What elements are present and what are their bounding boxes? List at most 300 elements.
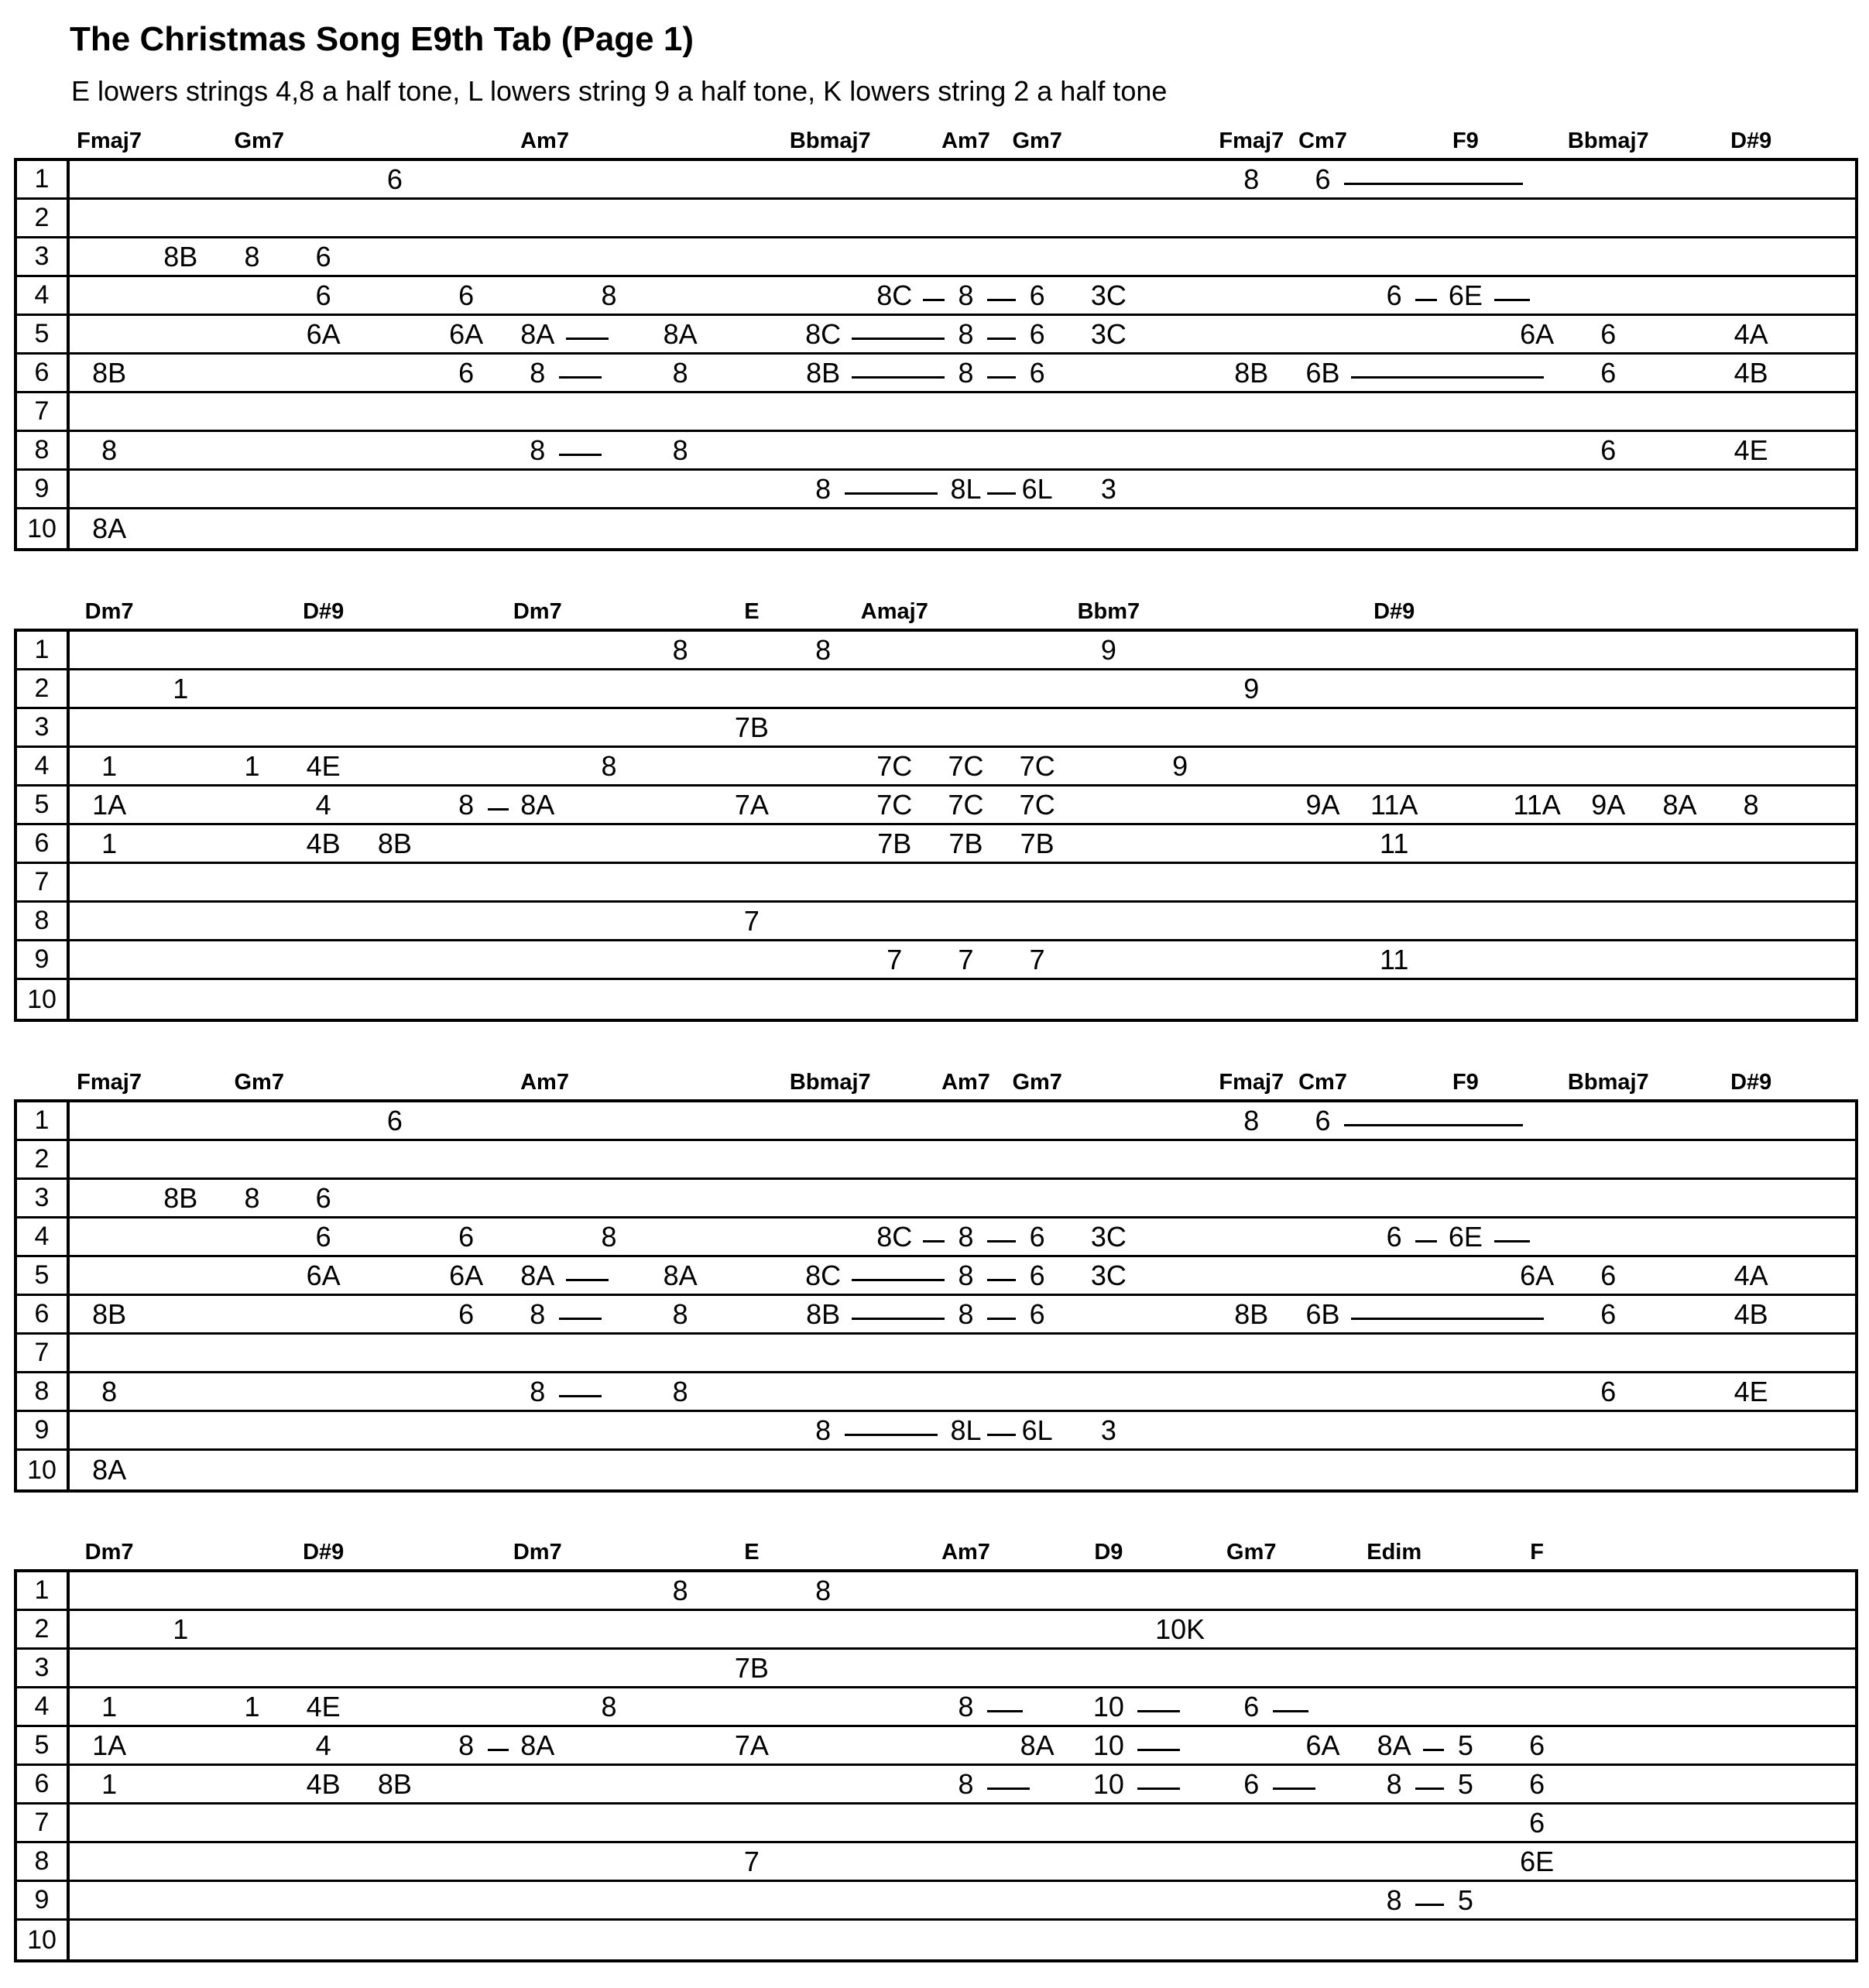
- chord-label: Dm7: [513, 599, 562, 624]
- fret-note: 11A: [1370, 788, 1418, 821]
- fret-note: 8B: [806, 1297, 841, 1330]
- sustain-line: [987, 376, 1016, 379]
- fret-note: 6: [1529, 1806, 1545, 1839]
- string-number: 5: [17, 1257, 70, 1294]
- string-row: [17, 1102, 1855, 1141]
- fret-note: 7: [886, 943, 903, 975]
- fret-note: 8L: [950, 1414, 982, 1446]
- fret-note: 1: [101, 1690, 118, 1722]
- fret-note: 10: [1092, 1767, 1124, 1800]
- fret-note: 3C: [1090, 1220, 1127, 1253]
- fret-note: 6: [1600, 356, 1617, 389]
- fret-note: 6A: [306, 317, 341, 350]
- sustain-line: [1415, 299, 1437, 301]
- fret-note: 6L: [1021, 1414, 1053, 1446]
- fret-note: 9: [1100, 633, 1116, 666]
- fret-note: 6: [315, 1220, 331, 1253]
- string-row: [17, 1921, 1855, 1959]
- fret-note: 8: [958, 1690, 974, 1722]
- string-number: 5: [17, 316, 70, 352]
- string-number: 9: [17, 1882, 70, 1918]
- fret-note: 4B: [1734, 356, 1768, 389]
- chord-label: Gm7: [1012, 1070, 1062, 1095]
- sustain-line: [1137, 1749, 1180, 1751]
- string-row: [17, 1611, 1855, 1650]
- string-row: [17, 1180, 1855, 1219]
- chord-label: Bbmaj7: [789, 129, 871, 153]
- fret-note: 8A: [1662, 788, 1697, 821]
- fret-note: 8B: [377, 827, 412, 859]
- fret-note: 8: [958, 1297, 974, 1330]
- fret-note: 1: [101, 827, 118, 859]
- string-number: 5: [17, 787, 70, 823]
- sustain-line: [987, 338, 1016, 340]
- string-row: [17, 941, 1855, 980]
- fret-note: 8B: [1234, 356, 1269, 389]
- string-number: 1: [17, 632, 70, 668]
- fret-note: 6: [1029, 1259, 1045, 1291]
- fret-note: 6A: [1520, 1259, 1555, 1291]
- string-number: 6: [17, 1766, 70, 1802]
- string-row: [17, 1451, 1855, 1489]
- fret-note: 8A: [92, 512, 127, 544]
- string-number: 2: [17, 670, 70, 707]
- tab-grid: [14, 1099, 1858, 1493]
- fret-note: 6: [1600, 1297, 1617, 1330]
- sustain-line: [987, 492, 1016, 495]
- string-number: 7: [17, 1335, 70, 1371]
- fret-note: 6: [1315, 1104, 1331, 1136]
- fret-note: 6: [1029, 1297, 1045, 1330]
- string-row: [17, 1412, 1855, 1451]
- fret-note: 3: [1100, 472, 1116, 505]
- chord-label: Am7: [941, 1540, 990, 1565]
- tab-grid: [14, 158, 1858, 551]
- fret-note: 11A: [1513, 788, 1561, 821]
- string-number: 3: [17, 1180, 70, 1216]
- fret-note: 9: [1172, 749, 1188, 782]
- fret-note: 8C: [876, 279, 913, 311]
- fret-note: 4: [315, 788, 331, 821]
- sustain-line: [923, 1240, 945, 1242]
- fret-note: 6: [458, 1297, 475, 1330]
- chord-label: Am7: [520, 1070, 569, 1095]
- fret-note: 1A: [92, 1729, 127, 1761]
- string-number: 2: [17, 200, 70, 236]
- fret-note: 6E: [1448, 1220, 1483, 1253]
- string-row: [17, 200, 1855, 238]
- fret-note: 1: [173, 672, 189, 704]
- fret-note: 8: [458, 1729, 475, 1761]
- fret-note: 8: [601, 279, 617, 311]
- fret-note: 8B: [163, 240, 198, 272]
- string-row: [17, 238, 1855, 277]
- fret-note: 6: [315, 279, 331, 311]
- string-row: [17, 1650, 1855, 1688]
- sustain-line: [845, 1434, 938, 1436]
- chord-label: Fmaj7: [77, 129, 142, 153]
- fret-note: 6: [1529, 1729, 1545, 1761]
- fret-note: 1: [101, 1767, 118, 1800]
- fret-note: 6B: [1305, 356, 1340, 389]
- string-row: [17, 1257, 1855, 1296]
- fret-note: 4B: [306, 1767, 341, 1800]
- sustain-line: [987, 1318, 1016, 1320]
- fret-note: 11: [1380, 827, 1409, 859]
- chord-label: Gm7: [1012, 129, 1062, 153]
- fret-note: 6: [1600, 317, 1617, 350]
- fret-note: 8B: [377, 1767, 412, 1800]
- fret-note: 8: [601, 1220, 617, 1253]
- fret-note: 8A: [1020, 1729, 1055, 1761]
- sustain-line: [852, 1318, 945, 1320]
- fret-note: 7: [743, 904, 760, 937]
- fret-note: 8A: [520, 1729, 555, 1761]
- fret-note: 6: [1600, 1259, 1617, 1291]
- chord-label: Bbmaj7: [789, 1070, 871, 1095]
- fret-note: 7: [958, 943, 974, 975]
- fret-note: 7B: [948, 827, 983, 859]
- fret-note: 8: [1386, 1883, 1402, 1916]
- fret-note: 8: [672, 1297, 688, 1330]
- fret-note: 4A: [1734, 317, 1768, 350]
- fret-note: 8: [530, 434, 546, 466]
- chord-label: Am7: [941, 1070, 990, 1095]
- sustain-line: [566, 338, 609, 340]
- sustain-line: [488, 808, 509, 811]
- chord-label: F: [1530, 1540, 1544, 1565]
- fret-note: 8A: [520, 317, 555, 350]
- fret-note: 8C: [876, 1220, 913, 1253]
- fret-note: 6: [1529, 1767, 1545, 1800]
- fret-note: 8B: [806, 356, 841, 389]
- string-number: 6: [17, 825, 70, 862]
- fret-note: 7C: [948, 749, 984, 782]
- fret-note: 7A: [734, 788, 769, 821]
- sustain-line: [845, 492, 938, 495]
- fret-note: 8A: [520, 788, 555, 821]
- fret-note: 7: [1029, 943, 1045, 975]
- sustain-line: [852, 1279, 945, 1281]
- sustain-line: [1351, 1318, 1544, 1320]
- fret-note: 8A: [520, 1259, 555, 1291]
- fret-note: 5: [1457, 1767, 1473, 1800]
- fret-note: 8: [815, 472, 832, 505]
- string-row: [17, 709, 1855, 748]
- sustain-line: [987, 1434, 1016, 1436]
- chord-label: Am7: [941, 129, 990, 153]
- string-number: 5: [17, 1727, 70, 1763]
- fret-note: 8: [601, 1690, 617, 1722]
- chord-label: Dm7: [84, 599, 134, 624]
- fret-note: 6: [1243, 1690, 1260, 1722]
- fret-note: 7B: [734, 1651, 769, 1684]
- string-row: [17, 277, 1855, 316]
- fret-note: 6: [386, 163, 403, 195]
- sustain-line: [987, 1279, 1016, 1281]
- string-row: [17, 1766, 1855, 1805]
- fret-note: 8: [530, 356, 546, 389]
- fret-note: 8: [958, 279, 974, 311]
- page-title: The Christmas Song E9th Tab (Page 1): [70, 20, 694, 58]
- string-number: 4: [17, 1219, 70, 1255]
- chord-label: Bbmaj7: [1567, 1070, 1649, 1095]
- fret-note: 3: [1100, 1414, 1116, 1446]
- sustain-line: [987, 1240, 1016, 1242]
- fret-note: 6A: [306, 1259, 341, 1291]
- string-row: [17, 471, 1855, 509]
- tab-grid: [14, 629, 1858, 1022]
- fret-note: 8: [530, 1375, 546, 1407]
- string-row: [17, 980, 1855, 1019]
- fret-note: 8: [672, 1375, 688, 1407]
- fret-note: 4A: [1734, 1259, 1768, 1291]
- string-row: [17, 316, 1855, 355]
- chord-label: Fmaj7: [77, 1070, 142, 1095]
- chord-label: Dm7: [513, 1540, 562, 1565]
- fret-note: 4E: [306, 749, 341, 782]
- fret-note: 8: [958, 1259, 974, 1291]
- sustain-line: [1494, 299, 1530, 301]
- fret-note: 5: [1457, 1883, 1473, 1916]
- fret-note: 8C: [805, 1259, 842, 1291]
- fret-note: 6A: [1305, 1729, 1340, 1761]
- string-row: [17, 432, 1855, 471]
- fret-note: 8: [815, 1414, 832, 1446]
- string-row: [17, 1296, 1855, 1335]
- sustain-line: [1415, 1904, 1444, 1906]
- fret-note: 8A: [1377, 1729, 1411, 1761]
- string-row: [17, 161, 1855, 200]
- fret-note: 6: [315, 240, 331, 272]
- chord-label: E: [744, 1540, 760, 1565]
- fret-note: 10: [1092, 1729, 1124, 1761]
- sustain-line: [1137, 1787, 1180, 1790]
- string-row: [17, 355, 1855, 393]
- fret-note: 6: [1386, 1220, 1402, 1253]
- sustain-line: [1351, 376, 1544, 379]
- fret-note: 4B: [1734, 1297, 1768, 1330]
- sustain-line: [1273, 1710, 1308, 1712]
- sustain-line: [1415, 1787, 1444, 1790]
- string-number: 4: [17, 277, 70, 314]
- fret-note: 8: [958, 1767, 974, 1800]
- fret-note: 8A: [92, 1454, 127, 1486]
- string-number: 9: [17, 1412, 70, 1448]
- string-row: [17, 509, 1855, 548]
- fret-note: 6: [386, 1104, 403, 1136]
- fret-note: 8L: [950, 472, 982, 505]
- fret-note: 8: [672, 633, 688, 666]
- string-number: 9: [17, 471, 70, 507]
- fret-note: 8: [530, 1297, 546, 1330]
- fret-note: 6: [1029, 1220, 1045, 1253]
- chord-label: E: [744, 599, 760, 624]
- string-row: [17, 1882, 1855, 1921]
- fret-note: 8: [958, 317, 974, 350]
- fret-note: 10: [1092, 1690, 1124, 1722]
- fret-note: 9A: [1305, 788, 1340, 821]
- fret-note: 1: [244, 1690, 260, 1722]
- chord-label: Dm7: [84, 1540, 134, 1565]
- string-number: 10: [17, 980, 70, 1019]
- sustain-line: [1137, 1710, 1180, 1712]
- string-number: 9: [17, 941, 70, 978]
- chord-label: Cm7: [1298, 129, 1347, 153]
- sustain-line: [1344, 1124, 1523, 1126]
- string-number: 4: [17, 748, 70, 784]
- fret-note: 7C: [948, 788, 984, 821]
- sustain-line: [559, 1318, 602, 1320]
- string-number: 8: [17, 903, 70, 939]
- fret-note: 8: [958, 1220, 974, 1253]
- fret-note: 11: [1380, 943, 1409, 975]
- sustain-line: [1423, 1749, 1445, 1751]
- fret-note: 6: [1600, 434, 1617, 466]
- fret-note: 9A: [1591, 788, 1626, 821]
- fret-note: 7C: [1019, 749, 1055, 782]
- fret-note: 6: [458, 1220, 475, 1253]
- string-number: 3: [17, 709, 70, 746]
- string-number: 10: [17, 509, 70, 548]
- fret-note: 8: [244, 1181, 260, 1214]
- fret-note: 1: [173, 1613, 189, 1645]
- chord-label: Gm7: [1226, 1540, 1277, 1565]
- string-number: 2: [17, 1141, 70, 1177]
- string-row: [17, 748, 1855, 787]
- fret-note: 4E: [1734, 434, 1768, 466]
- chord-label: D#9: [1730, 1070, 1772, 1095]
- string-row: [17, 1843, 1855, 1882]
- string-number: 7: [17, 393, 70, 430]
- fret-note: 6: [1315, 163, 1331, 195]
- sustain-line: [987, 1710, 1023, 1712]
- string-row: [17, 1572, 1855, 1611]
- string-row: [17, 825, 1855, 864]
- fret-note: 8B: [92, 356, 127, 389]
- chord-label: F9: [1452, 1070, 1479, 1095]
- fret-note: 1A: [92, 788, 127, 821]
- fret-note: 7C: [876, 788, 913, 821]
- fret-note: 4E: [1734, 1375, 1768, 1407]
- fret-note: 8: [815, 633, 832, 666]
- fret-note: 8B: [1234, 1297, 1269, 1330]
- string-number: 8: [17, 1373, 70, 1410]
- fret-note: 8: [672, 1574, 688, 1606]
- fret-note: 6: [458, 356, 475, 389]
- string-number: 7: [17, 864, 70, 900]
- string-number: 7: [17, 1805, 70, 1841]
- string-row: [17, 864, 1855, 903]
- string-number: 4: [17, 1688, 70, 1725]
- string-number: 3: [17, 238, 70, 275]
- sustain-line: [987, 299, 1016, 301]
- fret-note: 7: [743, 1845, 760, 1877]
- fret-note: 8: [815, 1574, 832, 1606]
- string-row: [17, 1219, 1855, 1257]
- chord-label: D9: [1094, 1540, 1123, 1565]
- chord-label: D#9: [303, 1540, 345, 1565]
- string-number: 6: [17, 355, 70, 391]
- chord-label: Fmaj7: [1219, 129, 1284, 153]
- fret-note: 4E: [306, 1690, 341, 1722]
- tab-grid: [14, 1569, 1858, 1962]
- fret-note: 8: [101, 434, 118, 466]
- fret-note: 6: [1600, 1375, 1617, 1407]
- string-row: [17, 670, 1855, 709]
- fret-note: 6: [1029, 279, 1045, 311]
- fret-note: 8: [244, 240, 260, 272]
- string-row: [17, 393, 1855, 432]
- fret-note: 7B: [877, 827, 912, 859]
- fret-note: 8: [1243, 163, 1260, 195]
- sustain-line: [488, 1749, 509, 1751]
- chord-label: D#9: [303, 599, 345, 624]
- string-number: 1: [17, 1102, 70, 1139]
- sustain-line: [1344, 183, 1523, 185]
- page-subtitle: E lowers strings 4,8 a half tone, L lowers string 9 a half tone, K lowers string 2 a half tone: [71, 75, 1168, 107]
- string-row: [17, 1688, 1855, 1727]
- string-number: 3: [17, 1650, 70, 1686]
- string-row: [17, 632, 1855, 670]
- string-number: 8: [17, 1843, 70, 1880]
- string-row: [17, 1373, 1855, 1412]
- string-row: [17, 903, 1855, 941]
- fret-note: 8: [672, 356, 688, 389]
- sustain-line: [1415, 1240, 1437, 1242]
- fret-note: 1: [101, 749, 118, 782]
- fret-note: 6: [1029, 356, 1045, 389]
- sustain-line: [1273, 1787, 1315, 1790]
- chord-label: D#9: [1730, 129, 1772, 153]
- fret-note: 6A: [1520, 317, 1555, 350]
- fret-note: 6A: [449, 317, 484, 350]
- string-number: 10: [17, 1921, 70, 1959]
- fret-note: 9: [1243, 672, 1260, 704]
- fret-note: 6: [315, 1181, 331, 1214]
- fret-note: 3C: [1090, 279, 1127, 311]
- string-number: 1: [17, 161, 70, 197]
- chord-label: F9: [1452, 129, 1479, 153]
- chord-label: Fmaj7: [1219, 1070, 1284, 1095]
- fret-note: 6: [1029, 317, 1045, 350]
- chord-label: Am7: [520, 129, 569, 153]
- fret-note: 6L: [1021, 472, 1053, 505]
- chord-label: Gm7: [234, 129, 284, 153]
- fret-note: 8: [101, 1375, 118, 1407]
- string-number: 1: [17, 1572, 70, 1609]
- fret-note: 3C: [1090, 317, 1127, 350]
- string-row: [17, 1727, 1855, 1766]
- fret-note: 6E: [1448, 279, 1483, 311]
- chord-label: Cm7: [1298, 1070, 1347, 1095]
- fret-note: 6E: [1520, 1845, 1555, 1877]
- sustain-line: [987, 1787, 1030, 1790]
- string-row: [17, 1805, 1855, 1843]
- string-row: [17, 1335, 1855, 1373]
- fret-note: 8: [1386, 1767, 1402, 1800]
- string-number: 8: [17, 432, 70, 468]
- fret-note: 7C: [1019, 788, 1055, 821]
- sustain-line: [852, 338, 945, 340]
- fret-note: 8B: [163, 1181, 198, 1214]
- chord-label: Amaj7: [860, 599, 928, 624]
- fret-note: 8: [458, 788, 475, 821]
- fret-note: 8C: [805, 317, 842, 350]
- fret-note: 3C: [1090, 1259, 1127, 1291]
- fret-note: 8: [601, 749, 617, 782]
- sustain-line: [923, 299, 945, 301]
